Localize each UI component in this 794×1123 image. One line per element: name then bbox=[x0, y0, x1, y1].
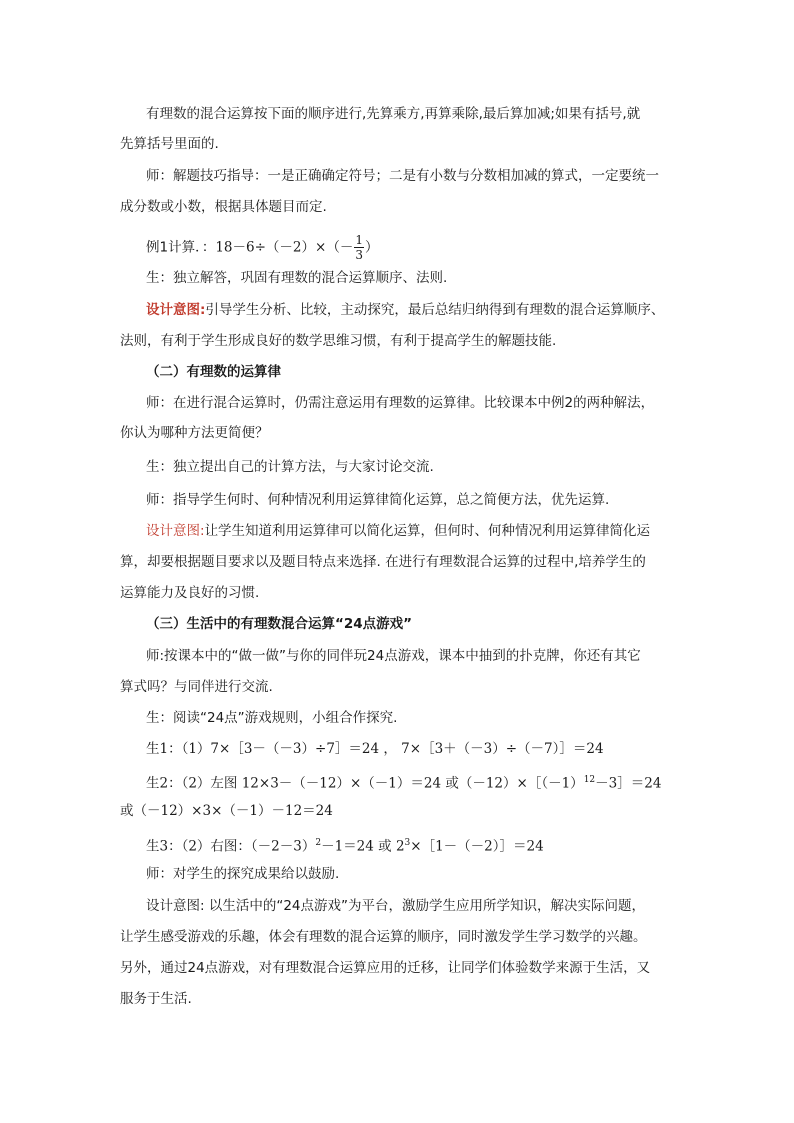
design-intent-1-line2: 法则，有利于学生形成良好的数学思维习惯，有利于提高学生的解题技能. bbox=[120, 333, 557, 349]
paragraph-student-discuss: 生：独立提出自己的计算方法，与大家讨论交流. bbox=[146, 459, 434, 475]
fraction-one-third: $\frac{1}{3}$ bbox=[355, 233, 363, 262]
example-close-paren: ） bbox=[364, 239, 379, 256]
paragraph-24-game-line1: 师:按课本中的“做一做”与你的同伴玩24点游戏，课本中抽到的扑克牌，你还有其它 bbox=[146, 648, 641, 664]
student-2-answer-line1: 生2：（2）左图 12×3－（－12）×（－1）＝24 或$(-12)\times[(-1)^{12}-3]=24$ bbox=[146, 775, 662, 792]
paragraph-student-rules: 生：阅读“24点”游戏规则，小组合作探究. bbox=[146, 710, 398, 726]
example-1 bbox=[146, 233, 378, 262]
design-intent-3-line1: 设计意图: 以生活中的“24点游戏”为平台，激励学生应用所学知识，解决实际问题， bbox=[146, 898, 646, 914]
design-intent-3-line2: 让学生感受游戏的乐趣，体会有理数的混合运算的顺序，同时激发学生学习数学的兴趣。 bbox=[120, 929, 647, 945]
design-intent-label: 设计意图: bbox=[146, 523, 205, 539]
design-intent-1-line1: 设计意图:引导学生分析、比较，主动探究，最后总结归纳得到有理数的混合运算顺序、 bbox=[146, 302, 665, 318]
paragraph-teacher-encourage: 师：对学生的探究成果给以鼓励. bbox=[146, 866, 340, 882]
design-intent-3-line3: 另外，通过24点游戏，对有理数混合运算应用的迁移，让同学们体验数学来源于生活，又 bbox=[120, 960, 651, 976]
paragraph-technique-line1: 师：解题技巧指导：一是正确确定符号；二是有小数与分数相加减的算式，一定要统一 bbox=[146, 168, 659, 184]
paragraph-technique-line2: 成分数或小数，根据具体题目而定. bbox=[120, 199, 327, 215]
paragraph-teacher-guide: 师：指导学生何时、何种情况利用运算律简化运算，总之简便方法，优先运算. bbox=[146, 492, 610, 508]
design-intent-2-line1: 设计意图:让学生知道利用运算律可以简化运算，但何时、何种情况利用运算律简化运 bbox=[146, 523, 651, 539]
design-intent-2-line2: 算，却要根据题目要求以及题目特点来选择. 在进行有理数混合运算的过程中,培养学生的 bbox=[120, 554, 646, 570]
paragraph-24-game-line2: 算式吗？与同伴进行交流. bbox=[120, 679, 273, 695]
design-intent-3-line4: 服务于生活. bbox=[120, 991, 192, 1007]
paragraph-student-solve: 生：独立解答，巩固有理数的混合运算顺序、法则. bbox=[146, 270, 448, 286]
student-1-answer: 生1：（1）7×［3－（－3）÷7］＝24 ， 7×［3＋（－3）÷（－7）］＝24 bbox=[146, 741, 604, 757]
design-intent-label: 设计意图: bbox=[146, 302, 206, 318]
paragraph-operation-law-line2: 你认为哪种方法更简便？ bbox=[120, 425, 269, 441]
paragraph-order-rule-line2: 先算括号里面的. bbox=[120, 136, 219, 152]
example-label: 例1计算．： bbox=[146, 239, 216, 256]
example-expression: 18－6÷（－2）×（－ bbox=[215, 239, 354, 256]
section-heading-3: （三）生活中的有理数混合运算“24点游戏” bbox=[146, 616, 413, 632]
student-2-answer-line2: 或（－12）×3×（－1）－12＝24 bbox=[120, 803, 333, 819]
student-3-answer: 生3：（2）右图：$(-2-3)^2-1=24$ 或 $2^3\times[1-(-2)]=24$ bbox=[146, 838, 544, 855]
design-intent-2-line3: 运算能力及良好的习惯. bbox=[120, 585, 260, 601]
paragraph-operation-law-line1: 师：在进行混合运算时，仍需注意运用有理数的运算律。比较课本中例2的两种解法， bbox=[146, 395, 655, 411]
section-heading-2: （二）有理数的运算律 bbox=[146, 364, 281, 380]
paragraph-order-rule-line1: 有理数的混合运算按下面的顺序进行,先算乘方,再算乘除,最后算加减;如果有括号,就 bbox=[146, 106, 641, 122]
